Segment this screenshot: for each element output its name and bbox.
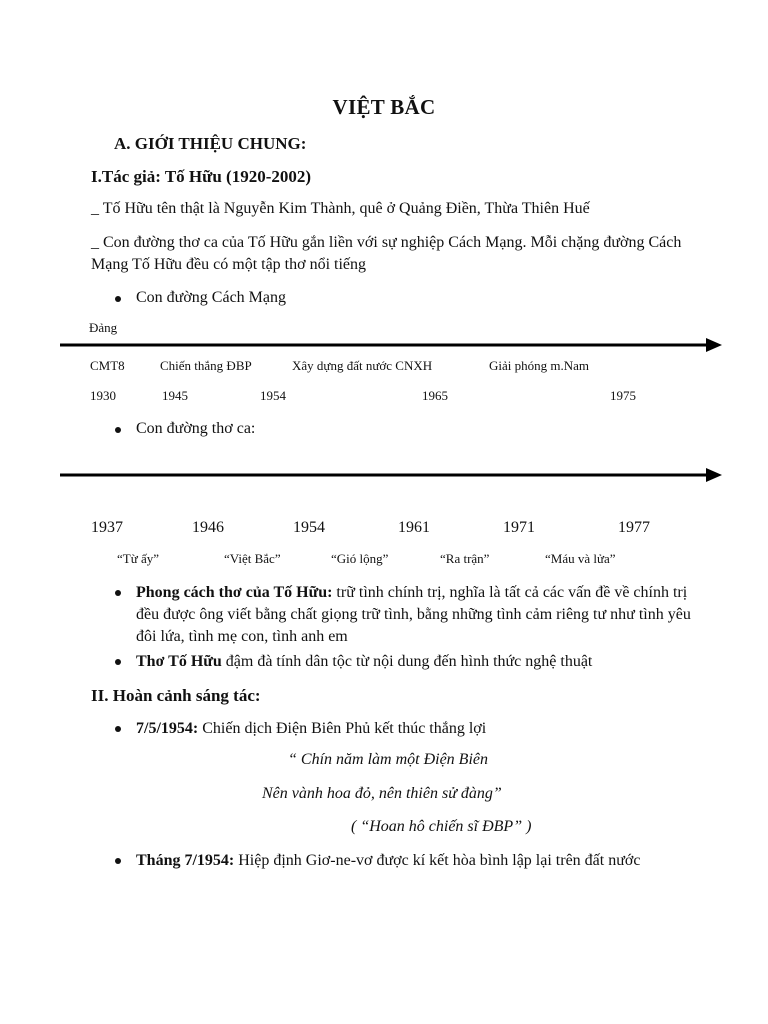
context-date-1: 7/5/1954:: [136, 720, 199, 737]
style-paragraph: [136, 582, 696, 648]
timeline2-year: 1971: [503, 519, 535, 536]
timeline1-year: 1945: [162, 388, 188, 403]
timeline2-year: 1954: [293, 519, 325, 536]
timeline2-work: “Từ ấy”: [117, 551, 160, 566]
context-paragraph-2: [136, 850, 666, 872]
timeline2-work: “Ra trận”: [440, 551, 490, 566]
timeline1-arrow: [60, 336, 724, 354]
timeline1-top-label: Đảng: [89, 320, 118, 335]
timeline2-year: 1961: [398, 519, 430, 536]
bullet-revolution-path: Con đường Cách Mạng: [136, 289, 287, 306]
timeline2-work: “Máu và lửa”: [545, 551, 616, 566]
timeline2-work: “Gió lộng”: [331, 551, 389, 566]
bullet-dot: [115, 427, 121, 433]
bullet-dot: [115, 726, 121, 732]
quote-source: ( “Hoan hô chiến sĩ ĐBP” ): [351, 818, 532, 835]
timeline1-year: 1975: [610, 388, 636, 403]
bullet-dot: [115, 858, 121, 864]
timeline1-event: Xây dựng đất nước CNXH: [292, 358, 433, 373]
timeline2-year: 1977: [618, 519, 650, 536]
context-paragraph-1: [136, 718, 696, 740]
context-date-2: Tháng 7/1954:: [136, 852, 235, 869]
page-title: VIỆT BẮC: [332, 95, 436, 119]
section-heading-context: II. Hoàn cảnh sáng tác:: [91, 686, 261, 705]
timeline1-year: 1930: [90, 388, 116, 403]
timeline1-event: Chiến thắng ĐBP: [160, 358, 252, 373]
quote-line-1: “ Chín năm làm một Điện Biên: [288, 751, 488, 768]
national-label: Thơ Tố Hữu: [136, 653, 222, 670]
national-text: đậm đà tính dân tộc từ nội dung đến hình thức nghệ thuật: [221, 653, 593, 670]
style-label: Phong cách thơ của Tố Hữu:: [136, 584, 333, 601]
section-heading-a: A. GIỚI THIỆU CHUNG:: [114, 134, 307, 153]
section-heading-author: I.Tác giả: Tố Hữu (1920-2002): [91, 167, 312, 186]
timeline2-arrow: [60, 466, 724, 484]
author-career-paragraph: _ Con đường thơ ca của Tố Hữu gắn liền với sự nghiệp Cách Mạng. Mỗi chặng đường Cách Mạng Tố Hữu đều có một tập thơ nổi tiếng: [91, 234, 682, 273]
context-text-1: Chiến dịch Điện Biên Phủ kết thúc thắng lợi: [198, 720, 487, 737]
timeline1-event: Giải phóng m.Nam: [489, 358, 590, 373]
timeline2-year: 1937: [91, 519, 123, 536]
quote-line-2: Nên vành hoa đỏ, nên thiên sử đàng”: [262, 785, 502, 802]
timeline2-year: 1946: [192, 519, 224, 536]
bullet-dot: [115, 659, 121, 665]
style-text: trữ tình chính trị, nghĩa là tất cả các vấn đề về chính trị đều được ông viết bằng chất giọng trữ tình, bằng những tình cảm riêng tư như tình yêu đôi lứa, tình mẹ con, tình anh em: [136, 584, 691, 645]
national-paragraph: [136, 651, 696, 673]
bullet-dot: [115, 296, 121, 302]
bullet-dot: [115, 590, 121, 596]
timeline1-event: CMT8: [90, 358, 125, 373]
context-text-2: Hiệp định Giơ-ne-vơ được kí kết hòa bình lập lại trên đất nước: [234, 852, 641, 869]
author-name-paragraph: _ Tố Hữu tên thật là Nguyễn Kim Thành, quê ở Quảng Điền, Thừa Thiên Huế: [91, 200, 590, 217]
timeline2-work: “Việt Bắc”: [224, 551, 281, 566]
timeline1-year: 1965: [422, 388, 448, 403]
bullet-poetry-path: Con đường thơ ca:: [136, 420, 256, 437]
timeline1-year: 1954: [260, 388, 286, 403]
